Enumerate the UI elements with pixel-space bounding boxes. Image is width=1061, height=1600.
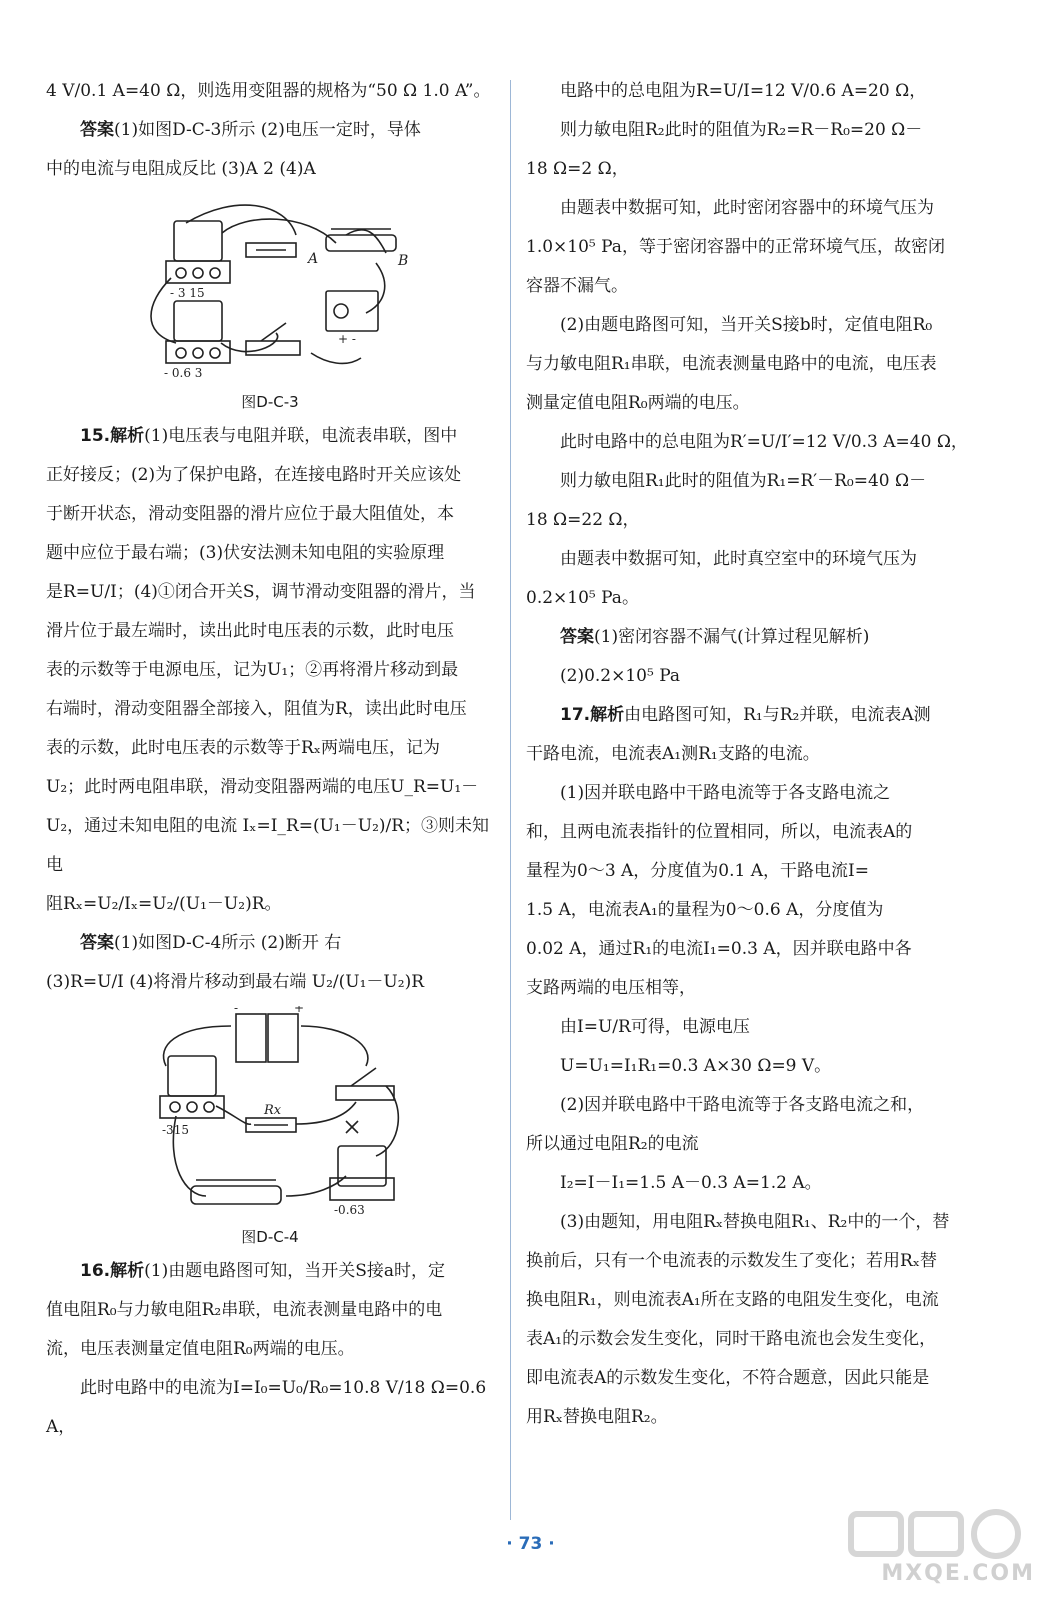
line: 换电阻R₁，则电流表A₁所在支路的电阻发生变化，电流	[526, 1290, 939, 1310]
line: 干路电流，电流表A₁测R₁支路的电流。	[526, 744, 820, 764]
answer-text: (1)如图D-C-4所示 (2)断开 右	[114, 933, 342, 953]
answer-tag: 答案	[80, 933, 114, 953]
line: 1.5 A，电流表A₁的量程为0～0.6 A，分度值为	[526, 900, 884, 920]
analysis-tag: 解析	[110, 426, 145, 446]
analysis-tag: 解析	[590, 705, 625, 725]
line: 量程为0～3 A，分度值为0.1 A，干路电流I=	[526, 861, 869, 881]
line: 18 Ω=22 Ω，	[526, 510, 640, 530]
line: 右端时，滑动变阻器全部接入，阻值为R，读出此时电压	[46, 699, 467, 719]
answer-text: (1)密闭容器不漏气(计算过程见解析)	[594, 627, 870, 647]
line: 所以通过电阻R₂的电流	[526, 1134, 699, 1154]
line: 用Rₓ替换电阻R₂。	[526, 1407, 668, 1427]
label-a: A	[308, 251, 319, 267]
question-number: 15.	[80, 426, 111, 446]
figure-dc3	[46, 193, 494, 381]
line: 由题表中数据可知，此时密闭容器中的环境气压为	[560, 198, 934, 218]
line: (2)因并联电路中干路电流等于各支路电流之和，	[560, 1095, 925, 1115]
line: (3)由题知，用电阻Rₓ替换电阻R₁、R₂中的一个，替	[560, 1212, 950, 1232]
label-rx: Rx	[264, 1103, 282, 1118]
line: (1)电压表与电阻并联，电流表串联，图中	[144, 426, 458, 446]
circuit-figure	[46, 193, 494, 381]
line: 测量定值电阻R₀两端的电压。	[526, 393, 750, 413]
answer-15	[46, 924, 494, 963]
line: 支路两端的电压相等，	[526, 978, 696, 998]
line: (1)由题电路图可知，当开关S接a时，定	[144, 1261, 445, 1281]
question-16	[46, 1252, 494, 1291]
line: 则力敏电阻R₁此时的阻值为R₁=R′－R₀=40 Ω－	[560, 471, 927, 491]
ammeter-range: -0.63	[334, 1203, 365, 1216]
voltmeter-range: -315	[162, 1123, 189, 1137]
answer-tag: 答案	[560, 627, 594, 647]
line: 电路中的总电阻为R=U/I=12 V/0.6 A=20 Ω，	[560, 81, 927, 101]
answer-text: (1)如图D-C-3所示 (2)电压一定时，导体	[114, 120, 421, 140]
line: 即电流表A的示数发生变化，不符合题意，因此只能是	[526, 1368, 930, 1388]
line: 换前后，只有一个电流表的示数发生了变化；若用Rₓ替	[526, 1251, 938, 1271]
line: 与力敏电阻R₁串联，电流表测量电路中的电流，电压表	[526, 354, 937, 374]
line: 中的电流与电阻成反比 (3)A 2 (4)A	[46, 159, 316, 179]
line: 由电路图可知，R₁与R₂并联，电流表A测	[624, 705, 931, 725]
line: 由I=U/R可得，电源电压	[560, 1017, 750, 1037]
line: 题中应位于最右端；(3)伏安法测未知电阻的实验原理	[46, 543, 445, 563]
line: 表的示数，此时电压表的示数等于Rₓ两端电压，记为	[46, 738, 441, 758]
line: (1)因并联电路中干路电流等于各支路电流之	[560, 783, 891, 803]
line: 18 Ω=2 Ω，	[526, 159, 629, 179]
question-number: 16.	[80, 1261, 111, 1281]
line: 0.02 A，通过R₁的电流I₁=0.3 A，因并联电路中各	[526, 939, 912, 959]
answer-tag: 答案	[80, 120, 114, 140]
column-divider	[510, 80, 511, 1520]
line: 正好接反；(2)为了保护电路，在连接电路时开关应该处	[46, 465, 462, 485]
analysis-tag: 解析	[110, 1261, 145, 1281]
question-17	[526, 696, 974, 735]
line: U₂，通过未知电阻的电流 Iₓ=I_R=(U₁－U₂)/R；③则未知电	[46, 816, 490, 875]
figure-caption: 图D-C-4	[241, 1228, 299, 1246]
line: (3)R=U/I (4)将滑片移动到最右端 U₂/(U₁－U₂)R	[46, 972, 425, 992]
line: 则力敏电阻R₂此时的阻值为R₂=R－R₀=20 Ω－	[560, 120, 923, 140]
line: 由题表中数据可知，此时真空室中的环境气压为	[560, 549, 917, 569]
right-column	[526, 72, 974, 1437]
line: U₂；此时两电阻串联，滑动变阻器两端的电压U_R=U₁－	[46, 777, 479, 797]
line: (2)0.2×10⁵ Pa	[560, 666, 681, 686]
figure-dc4	[46, 1006, 494, 1216]
line: 此时电路中的总电阻为R′=U/I′=12 V/0.3 A=40 Ω，	[560, 432, 968, 452]
line: I₂=I－I₁=1.5 A－0.3 A=1.2 A。	[560, 1173, 822, 1193]
figure-caption: 图D-C-3	[241, 393, 299, 411]
label-b: B	[398, 253, 409, 269]
line: 流，电压表测量定值电阻R₀两端的电压。	[46, 1339, 355, 1359]
left-column	[46, 72, 494, 1447]
line: 是R=U/I；(4)①闭合开关S，调节滑动变阻器的滑片，当	[46, 582, 476, 602]
line: 滑片位于最左端时，读出此时电压表的示数，此时电压	[46, 621, 454, 641]
line: 表的示数等于电源电压，记为U₁；②再将滑片移动到最	[46, 660, 459, 680]
battery-minus: -	[234, 1006, 239, 1015]
line: 容器不漏气。	[526, 276, 628, 296]
line: U=U₁=I₁R₁=0.3 A×30 Ω=9 V。	[560, 1056, 832, 1076]
question-15	[46, 417, 494, 456]
question-number: 17.	[560, 705, 591, 725]
line: 于断开状态，滑动变阻器的滑片应位于最大阻值处，本	[46, 504, 454, 524]
source-polarity: + -	[338, 332, 356, 346]
battery-plus: +	[294, 1006, 305, 1015]
voltmeter-range: - 3 15	[170, 286, 205, 300]
watermark-text: MXQE.COM	[881, 1561, 1035, 1586]
line: 表A₁的示数会发生变化，同时干路电流也会发生变化，	[526, 1329, 937, 1349]
line: 和，且两电流表指针的位置相同，所以，电流表A的	[526, 822, 913, 842]
line: 4 V/0.1 A=40 Ω，则选用变阻器的规格为“50 Ω 1.0 A”。	[46, 81, 491, 101]
answer-16	[526, 618, 974, 657]
line: 此时电路中的电流为I=I₀=U₀/R₀=10.8 V/18 Ω=0.6 A，	[46, 1378, 487, 1437]
page-number: · 73 ·	[506, 1534, 555, 1554]
line: 0.2×10⁵ Pa。	[526, 588, 639, 608]
line: 阻Rₓ=U₂/Iₓ=U₂/(U₁－U₂)R。	[46, 894, 282, 914]
line: 值电阻R₀与力敏电阻R₂串联，电流表测量电路中的电	[46, 1300, 443, 1320]
line: (2)由题电路图可知，当开关S接b时，定值电阻R₀	[560, 315, 933, 335]
circuit-figure	[46, 1006, 494, 1216]
ammeter-range: - 0.6 3	[164, 366, 203, 380]
line: 1.0×10⁵ Pa，等于密闭容器中的正常环境气压，故密闭	[526, 237, 945, 257]
answer-14	[46, 111, 494, 150]
